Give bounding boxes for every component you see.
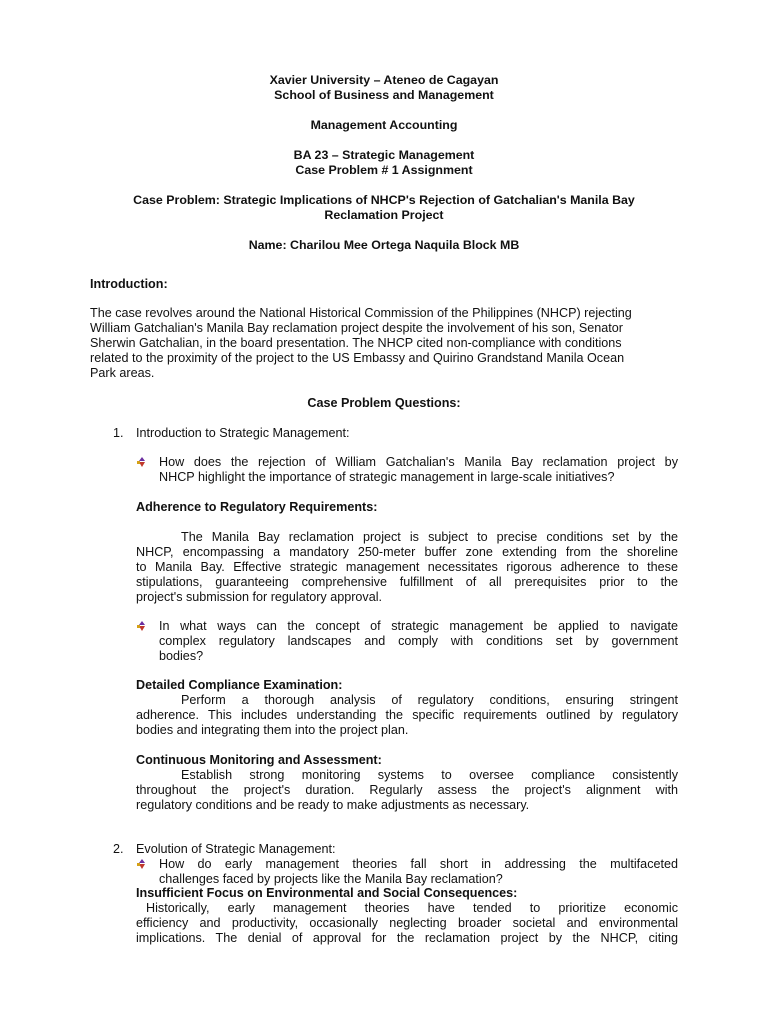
q2-sub1-heading: Insufficient Focus on Environmental and Social Consequences: (136, 886, 518, 900)
q1-sub2-heading: Detailed Compliance Examination: (136, 678, 343, 692)
q2-title: Evolution of Strategic Management: (136, 842, 336, 856)
course-name: Management Accounting (310, 118, 458, 132)
q2-bullet-1: How do early management theories fall short in addressing the multifaceted challenges faced by projects like the Manila Bay reclamation? (136, 857, 678, 887)
school-name: School of Business and Management (274, 88, 494, 102)
q1-title: Introduction to Strategic Management: (136, 426, 350, 440)
subject-name: BA 23 – Strategic Management (293, 148, 475, 162)
arrow-bullet-icon (136, 456, 148, 468)
q2-sub1-paragraph: Historically, early management theories have tended to prioritize economic efficiency and productivity, occasionally neglecting broader societal and environmental implications. The denial of approval for the reclamation project by the NHCP, citing (136, 901, 678, 945)
case-title-line-1: Case Problem: Strategic Implications of NHCP's Rejection of Gatchalian's Manila Bay (133, 193, 635, 207)
student-name: Name: Charilou Mee Ortega Naquila Block MB (248, 238, 520, 252)
questions-heading: Case Problem Questions: (307, 396, 461, 410)
q1-sub2-paragraph: Perform a thorough analysis of regulatory conditions, ensuring stringent adherence. This includes understanding the specific requirements outlined by regulatory bodies and integrating them into the project plan. (136, 693, 678, 737)
q1-bullet-1: How does the rejection of William Gatchalian's Manila Bay reclamation project by NHCP highlight the importance of strategic management in large-scale initiatives? (136, 455, 678, 485)
case-title-line-2: Reclamation Project (324, 208, 444, 222)
q1-sub1-paragraph: The Manila Bay reclamation project is subject to precise conditions set by the NHCP, encompassing a mandatory 250-meter buffer zone extending from the shoreline to Manila Bay. Effective strategic management necessitates rigorous adherence to these stipulations, guaranteeing comprehensive fulfillment of all prerequisites prior to the project's submission for regulatory approval. (136, 530, 678, 604)
q1-sub3-paragraph: Establish strong monitoring systems to oversee compliance consistently throughout the project's duration. Regularly assess the project's alignment with regulatory conditions and be ready to make adjustments as necessary. (136, 768, 678, 812)
introduction-heading: Introduction: (90, 277, 168, 291)
q2-number: 2. (113, 842, 124, 856)
arrow-bullet-icon (136, 620, 148, 632)
university-name: Xavier University – Ateneo de Cagayan (269, 73, 499, 87)
q1-sub1-heading: Adherence to Regulatory Requirements: (136, 500, 378, 514)
introduction-paragraph: The case revolves around the National Historical Commission of the Philippines (NHCP) rejecting William Gatchalian's Manila Bay reclamation project despite the involvement of his son, Senator Sherwin Gatchalian, in the board presentation. The NHCP cited non-compliance with conditions related to the proximity of the project to the US Embassy and Quirino Grandstand Manila Ocean Park areas. (90, 306, 632, 380)
q1-number: 1. (113, 426, 124, 440)
assignment-title: Case Problem # 1 Assignment (295, 163, 473, 177)
q1-sub3-heading: Continuous Monitoring and Assessment: (136, 753, 382, 767)
q1-bullet-2: In what ways can the concept of strategic management be applied to navigate complex regulatory landscapes and comply with conditions set by government bodies? (136, 619, 678, 664)
arrow-bullet-icon (136, 858, 148, 870)
